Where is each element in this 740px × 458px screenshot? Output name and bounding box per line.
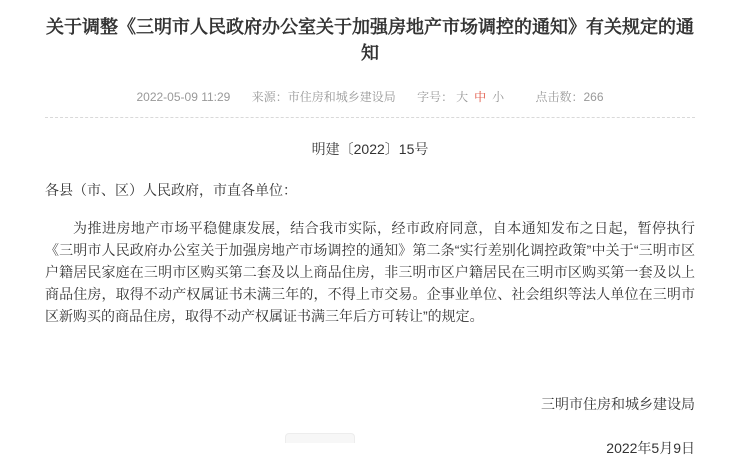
issuer-signature: 三明市住房和城乡建设局 xyxy=(541,396,695,412)
publish-datetime: 2022-05-09 11:29 xyxy=(136,90,231,104)
meta-bar xyxy=(45,90,695,105)
fontsize-option-large[interactable]: 大 xyxy=(456,90,469,104)
page-title: 关于调整《三明市人民政府办公室关于加强房地产市场调控的通知》有关规定的通知 xyxy=(46,17,694,63)
source-value: 市住房和城乡建设局 xyxy=(287,90,396,104)
document-number: 明建〔2022〕15号 xyxy=(311,141,429,157)
partially-visible-bottom-button[interactable] xyxy=(285,433,355,443)
hits-value: 266 xyxy=(583,90,604,104)
dashed-divider xyxy=(45,117,695,118)
fontsize-segment xyxy=(417,90,507,104)
salutation-line: 各县（市、区）人民政府，市直各单位： xyxy=(45,182,297,198)
source-label: 来源： xyxy=(251,90,288,104)
fontsize-option-small[interactable]: 小 xyxy=(492,90,505,104)
fontsize-option-medium[interactable]: 中 xyxy=(474,90,487,104)
notice-body-paragraph: 为推进房地产市场平稳健康发展，结合我市实际，经市政府同意，自本通知发布之日起，暂停执行《三明市人民政府办公室关于加强房地产市场调控的通知》第二条“实行差别化调控政策”中关于“三明市区户籍居民家庭在三明市区购买第二套及以上商品住房，非三明市区户籍居民在三明市区购买第一套及以上商品住房，取得不动产权属证书未满三年的，不得上市交易。企事业单位、社会组织等法人单位在三明市区新购买的商品住房，取得不动产权属证书满三年后方可转让”的规定。 xyxy=(45,220,695,324)
fontsize-label: 字号： xyxy=(417,90,454,104)
hits-label: 点击数： xyxy=(535,90,584,104)
source-segment xyxy=(252,90,396,104)
hits-segment xyxy=(535,90,603,104)
issue-date: 2022年5月9日 xyxy=(606,440,695,456)
